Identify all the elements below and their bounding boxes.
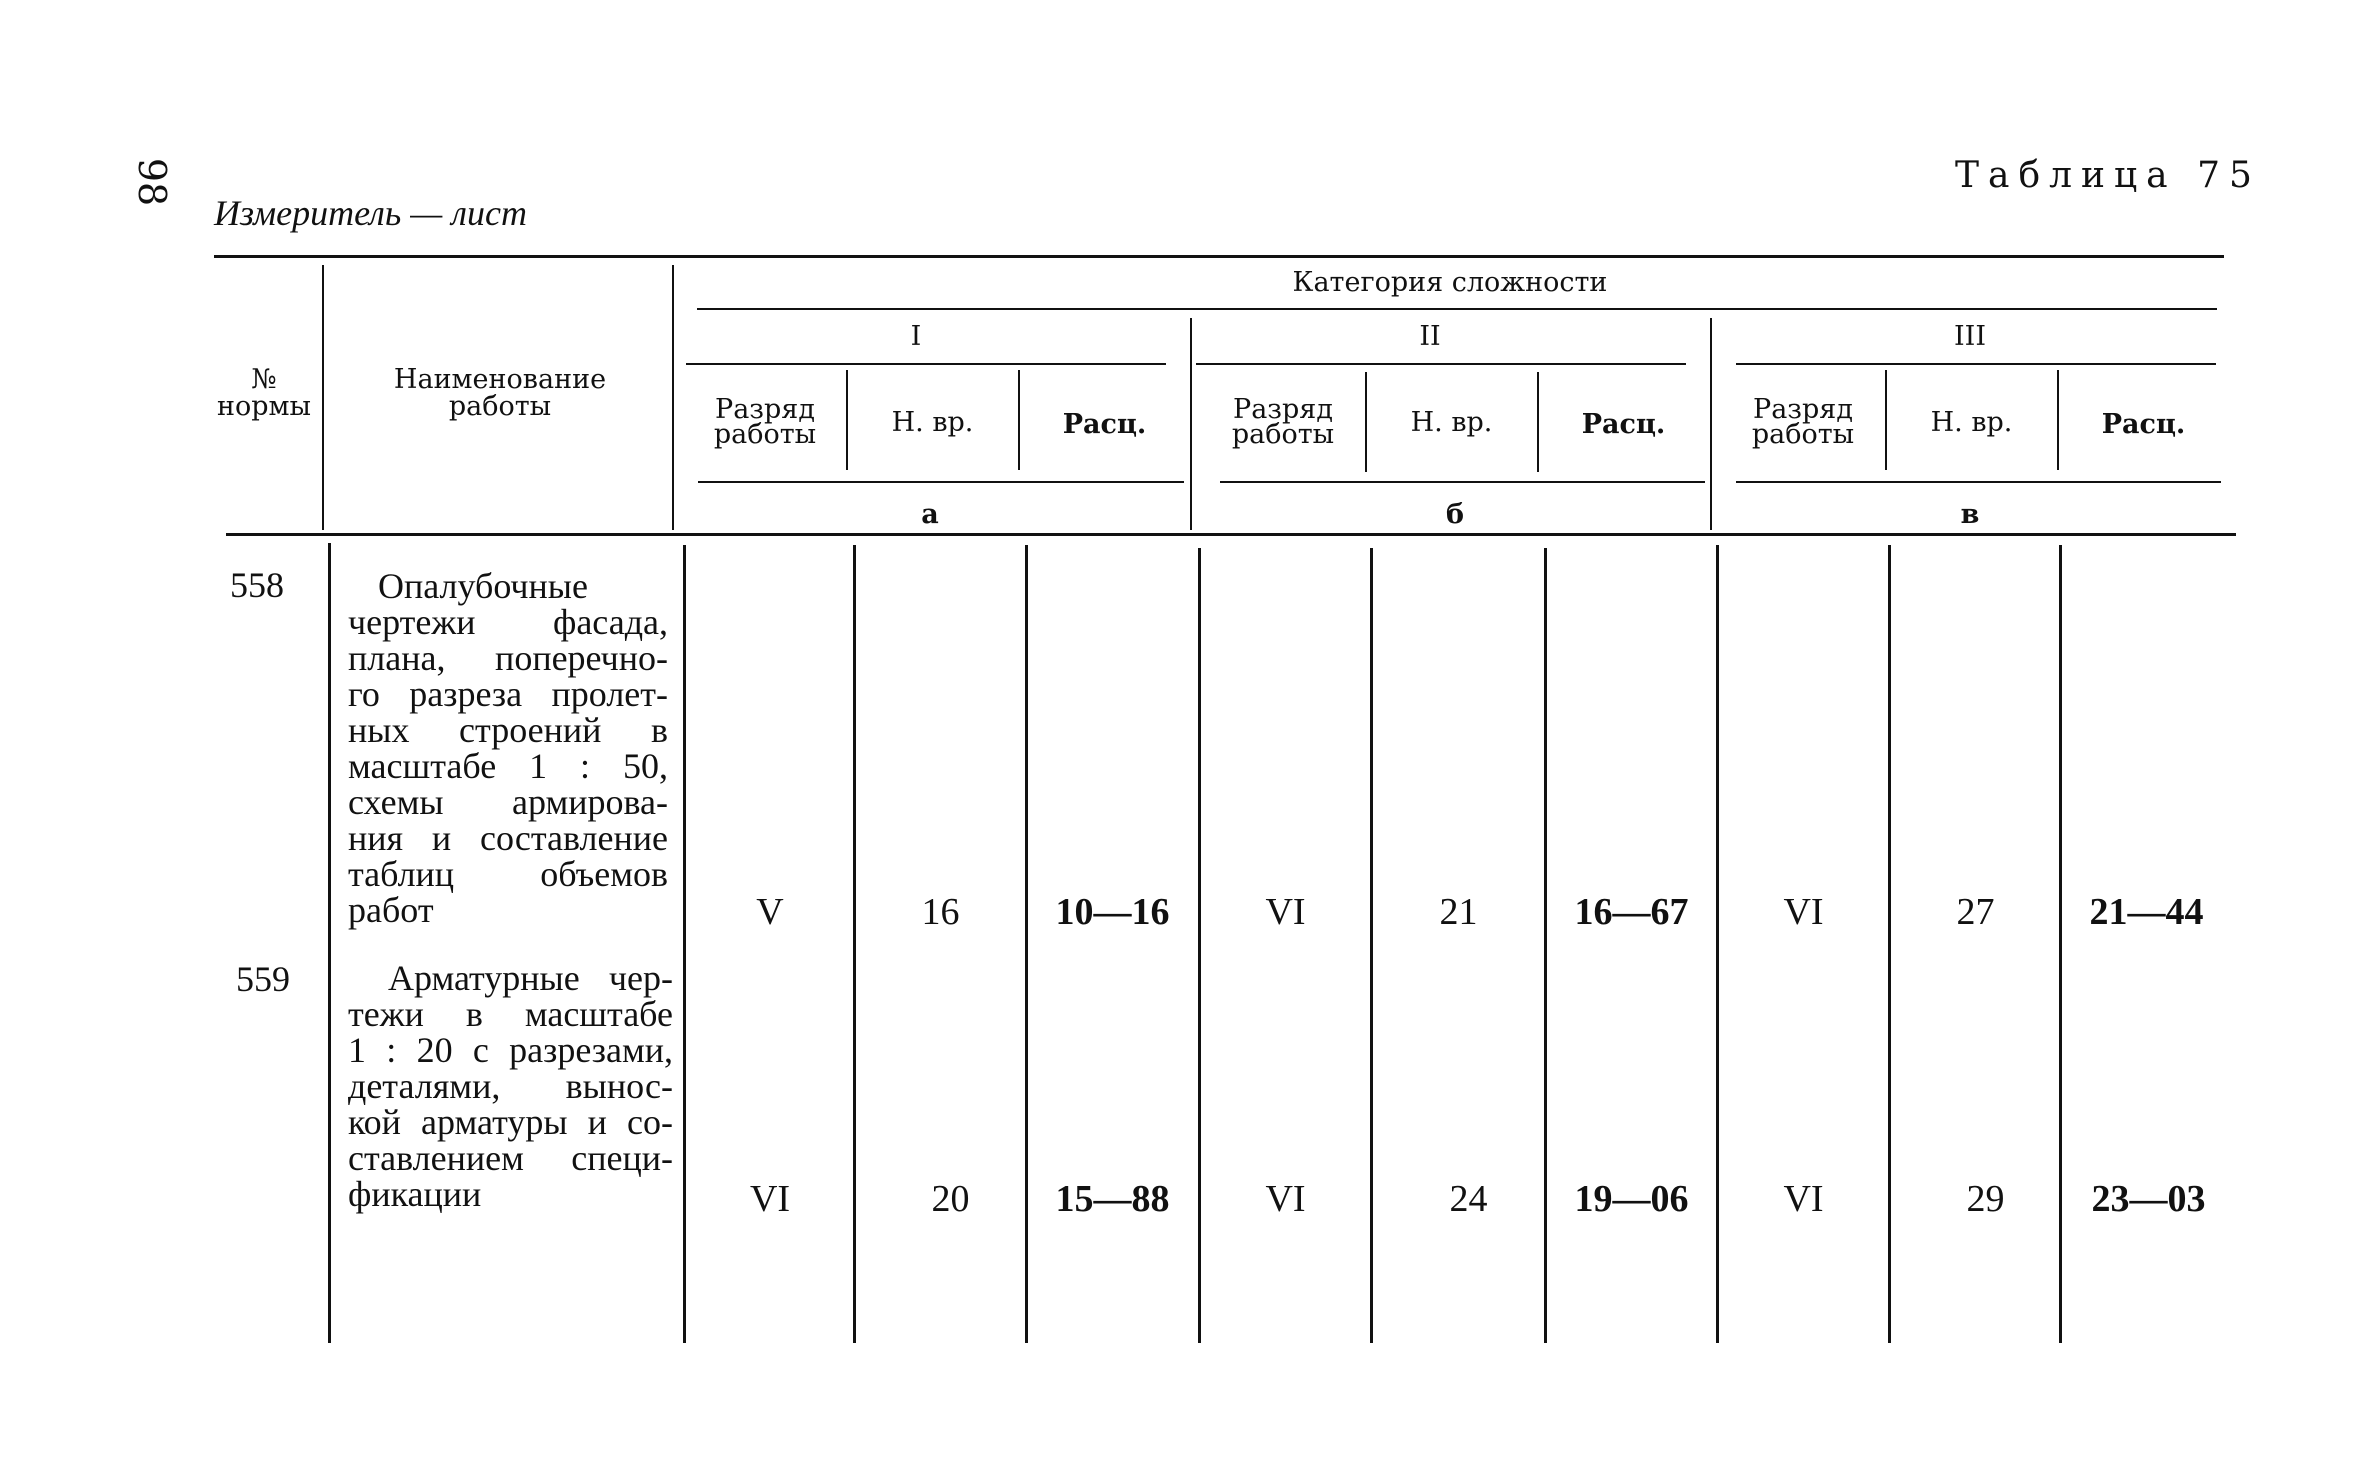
row-559-time-b: 24 xyxy=(1449,1178,1488,1220)
row-558-grade-v: VI xyxy=(1783,891,1824,933)
header-grade-2-line2: работы xyxy=(1231,419,1335,450)
vsep-name xyxy=(672,265,674,530)
row-558-time-b: 21 xyxy=(1439,891,1478,933)
hsub-sep-6 xyxy=(2057,370,2059,470)
vsep-number xyxy=(322,265,324,530)
row-558-name xyxy=(348,568,668,928)
body-vline-4 xyxy=(1198,548,1201,1343)
hsub-sep-1 xyxy=(846,370,848,470)
header-grade-3-line1: Разряд xyxy=(1753,394,1853,425)
measure-label: Измеритель — лист xyxy=(214,193,527,233)
header-name-line1: Наименование xyxy=(393,364,607,395)
header-grade-3-line2: работы xyxy=(1751,419,1855,450)
header-group-3-label: III xyxy=(1954,321,1986,352)
row-558-name-line: ных строений в xyxy=(348,710,668,750)
row-558-rate-a: 10—16 xyxy=(1055,891,1170,933)
row-558-name-line: плана, поперечно- xyxy=(348,638,668,678)
row-559-name-line: фикации xyxy=(348,1174,482,1214)
row-558-name-line: го разреза пролет- xyxy=(348,674,668,714)
row-558-number: 558 xyxy=(230,565,284,605)
rule-group-3 xyxy=(1736,363,2216,365)
page-number: 98 xyxy=(130,157,175,207)
header-grade-2-line1: Разряд xyxy=(1233,394,1333,425)
header-number-line1: № xyxy=(251,364,277,395)
body-vline-0 xyxy=(328,543,331,1343)
body-vline-9 xyxy=(2059,545,2062,1343)
row-558-name-line: ния и составление xyxy=(348,818,668,858)
row-559-name-line: ставлением специ- xyxy=(348,1138,673,1178)
vsep-group-1 xyxy=(1190,318,1192,530)
row-559-name-line: тежи в масштабе xyxy=(348,994,673,1034)
row-558-rate-b: 16—67 xyxy=(1574,891,1689,933)
header-letter-a: а xyxy=(921,499,939,530)
row-559-name-line: деталями, вынос- xyxy=(348,1066,673,1106)
row-559-name-line: кой арматуры и со- xyxy=(348,1102,673,1142)
rule-header-bottom xyxy=(226,533,2236,536)
row-559-time-a: 20 xyxy=(931,1178,970,1220)
rule-group-2 xyxy=(1196,363,1686,365)
row-558-name-line: схемы армирова- xyxy=(348,782,668,822)
row-558-name-line: Опалубочные xyxy=(378,566,588,606)
header-rate-2: Расц. xyxy=(1581,409,1666,440)
header-complexity-title: Категория сложности xyxy=(1292,267,1608,298)
row-559-time-v: 29 xyxy=(1966,1178,2005,1220)
hsub-sep-2 xyxy=(1018,370,1020,470)
hsub-sep-4 xyxy=(1537,372,1539,472)
header-number-line2: нормы xyxy=(216,391,312,422)
table-title: Таблица 75 xyxy=(1955,155,2261,196)
body-vline-6 xyxy=(1544,548,1547,1343)
header-name-line2: работы xyxy=(448,391,552,422)
body-vline-7 xyxy=(1716,545,1719,1343)
row-559-name-line: 1 : 20 с разрезами, xyxy=(348,1030,673,1070)
rule-complexity xyxy=(697,308,2217,310)
row-559-name-line: Арматурные чер- xyxy=(388,958,673,998)
header-rate-3: Расц. xyxy=(2101,409,2186,440)
body-vline-5 xyxy=(1370,548,1373,1343)
header-grade-1-line2: работы xyxy=(713,419,817,450)
row-559-grade-v: VI xyxy=(1783,1178,1824,1220)
row-559-rate-b: 19—06 xyxy=(1574,1178,1689,1220)
row-559-name xyxy=(348,960,673,1212)
header-group-1-label: I xyxy=(910,321,922,352)
header-letter-v: в xyxy=(1960,499,1980,530)
row-559-rate-v: 23—03 xyxy=(2091,1178,2206,1220)
row-558-name-line: таблиц объемов xyxy=(348,854,668,894)
vsep-group-2 xyxy=(1710,318,1712,530)
body-vline-8 xyxy=(1888,545,1891,1343)
body-vline-1 xyxy=(683,545,686,1343)
row-558-time-a: 16 xyxy=(921,891,960,933)
header-grade-1-line1: Разряд xyxy=(715,394,815,425)
rule-group-1 xyxy=(686,363,1166,365)
row-558-name-line: масштабе 1 : 50, xyxy=(348,746,668,786)
row-559-rate-a: 15—88 xyxy=(1055,1178,1170,1220)
header-letter-b: б xyxy=(1445,499,1464,530)
row-558-time-v: 27 xyxy=(1956,891,1995,933)
row-558-name-line: чертежи фасада, xyxy=(348,602,668,642)
body-vline-3 xyxy=(1025,545,1028,1343)
row-558-rate-v: 21—44 xyxy=(2089,891,2204,933)
rule-letters-3 xyxy=(1736,481,2221,483)
hsub-sep-5 xyxy=(1885,370,1887,470)
row-559-grade-a: VI xyxy=(749,1178,791,1220)
row-558-name-line: работ xyxy=(348,890,434,930)
row-558-grade-a: V xyxy=(756,891,784,933)
rule-top xyxy=(214,255,2224,258)
hsub-sep-3 xyxy=(1365,372,1367,472)
header-group-2-label: II xyxy=(1419,321,1441,352)
rule-letters-2 xyxy=(1220,481,1705,483)
header-time-2: Н. вр. xyxy=(1410,407,1493,438)
rule-letters-1 xyxy=(698,481,1184,483)
body-vline-2 xyxy=(853,545,856,1343)
header-time-3: Н. вр. xyxy=(1930,407,2013,438)
header-time-1: Н. вр. xyxy=(891,407,974,438)
row-558-grade-b: VI xyxy=(1265,891,1306,933)
row-559-grade-b: VI xyxy=(1265,1178,1306,1220)
header-rate-1: Расц. xyxy=(1062,409,1147,440)
row-559-number: 559 xyxy=(236,959,290,999)
